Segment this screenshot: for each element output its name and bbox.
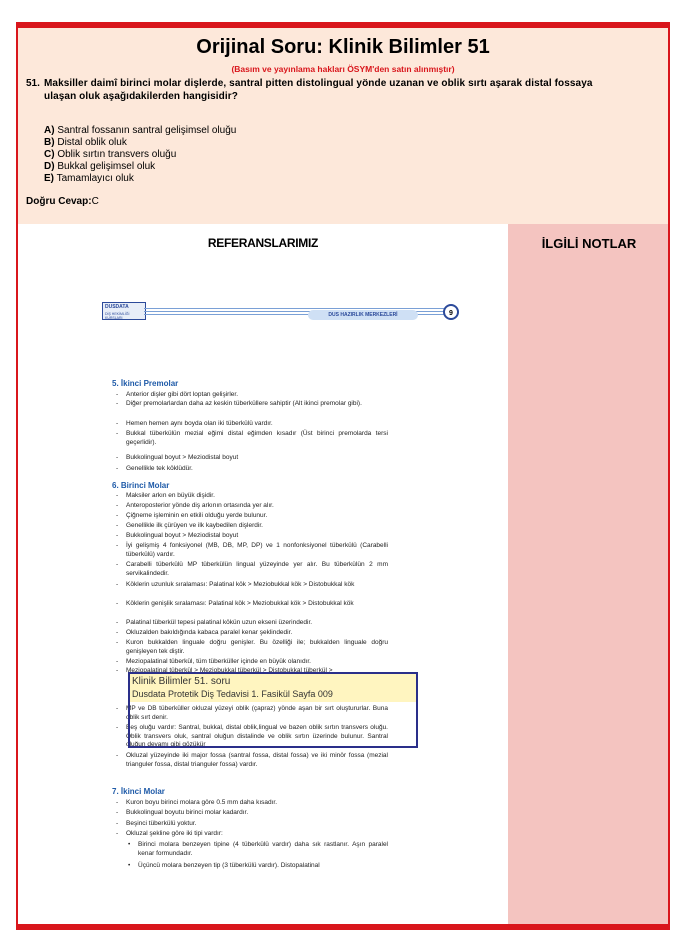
dusdata-logo bbox=[102, 302, 146, 320]
page-number: 9 bbox=[443, 304, 459, 320]
list-item: - Kuron boyu birinci molara göre 0.5 mm daha kısadır. bbox=[116, 799, 278, 806]
logo-subtext: DİŞ HEKİMLİĞİ KURSLARI bbox=[105, 312, 130, 320]
option-letter: D) bbox=[44, 161, 55, 172]
answer-label: Doğru Cevap: bbox=[26, 196, 92, 207]
list-item: - Kuron bukkalden linguale doğru genişler. Bu özelliği ile; bukkalden linguale doğru genişleyen tek diştir. bbox=[116, 639, 388, 655]
list-item: - Çiğneme işleminin en etkili olduğu yerde bulunur. bbox=[116, 512, 268, 519]
list-item: • Üçüncü molara benzeyen tip (3 tüberkülü vardır). Distopalatinal bbox=[128, 862, 320, 869]
list-item: - Bukkal tüberkülün mezial eğimi distal eğimden kısadır (Üst birinci premolarda tersi geçerlidir). bbox=[116, 430, 388, 446]
question-text: Maksiller daimî birinci molar dişlerde, santral pitten distolingual yönde uzanan ve oblik sırtı aşarak distal fossaya ulaşan oluk aşağıdakilerden hangisidir? bbox=[44, 78, 593, 102]
list-item: - Genellikle tek köklüdür. bbox=[116, 465, 193, 472]
list-item: • Birinci molara benzeyen tipine (4 tüberkülü vardır) daha sık rastlanır. Aşın paralel kenar formundadır. bbox=[128, 841, 388, 857]
logo-text: DUSDATA bbox=[105, 304, 129, 310]
list-item: - Bukkolingual boyut > Meziodistal boyut bbox=[116, 532, 239, 539]
list-item: - Anterior dişler gibi dört loptan gelişirler. bbox=[116, 391, 238, 398]
list-item: - MP ve DB tüberküller okluzal yüzeyi oblik (çapraz) yönde aşan bir sırt oluştururlar. Buna oblik sırt denir. bbox=[116, 705, 388, 721]
list-item: - Beşinci tüberkülü yoktur. bbox=[116, 820, 197, 827]
option-letter: A) bbox=[44, 125, 55, 136]
correct-answer bbox=[26, 196, 99, 207]
list-item: - Anteroposterior yönde diş arkının ortasında yer alır. bbox=[116, 502, 274, 509]
list-item: - Maksiler arkın en büyük dişidir. bbox=[116, 492, 215, 499]
option-text: Distal oblik oluk bbox=[57, 137, 127, 148]
list-item: - Beş oluğu vardır: Santral, bukkal, distal oblik,lingual ve bazen oblik sırtın transvers oluğu. Oblik transvers oluk, santral oluğun distalinde ve oblik sırtın üzerinde bulunur. Santral oluğun devamı gibi gözükür bbox=[116, 724, 388, 749]
header-badge: DUS HAZIRLIK MERKEZLERİ bbox=[308, 310, 418, 320]
option-e bbox=[44, 173, 134, 185]
list-item: - İyi gelişmiş 4 fonksiyonel (MB, DB, MP, DP) ve 1 nonfonksiyonel tüberkülü (Carabelli tüberkülü) vardır. bbox=[116, 542, 388, 558]
list-item: - Carabelli tüberkülü MP tüberkülün lingual yüzeyinde yer alır. Bu tüberkülün 2 mm servikalindedir. bbox=[116, 561, 388, 577]
copyright-note: (Basım ve yayınlama hakları ÖSYM'den satın alınmıştır) bbox=[231, 64, 455, 74]
list-item: - Meziopalatinal tüberkül > Meziobukkal tüberkül > Distobukkal tüberkül > bbox=[116, 667, 333, 674]
list-item: - Meziopalatinal tüberkül, tüm tüberküller içinde en büyük olanıdır. bbox=[116, 658, 311, 665]
list-item: - Okluzal yüzeyinde iki major fossa (santral fossa, distal fossa) ve iki minör fossa (mezial trianguler fossa, distal trianguler fossa) vardır. bbox=[116, 752, 388, 768]
option-text: Oblik sırtın transvers oluğu bbox=[57, 149, 177, 160]
list-item: - Köklerin genişlik sıralaması: Palatinal kök > Meziobukkal kök > Distobukkal kök bbox=[116, 600, 354, 607]
option-c bbox=[44, 149, 176, 161]
option-a bbox=[44, 125, 236, 137]
reference-document bbox=[18, 224, 508, 930]
option-letter: E) bbox=[44, 173, 54, 184]
option-letter: B) bbox=[44, 137, 55, 148]
list-item: - Okluzalden bakıldığında kabaca paralel kenar şeklindedir. bbox=[116, 629, 293, 636]
list-item: - Genellikle ilk çürüyen ve ilk kaybedilen dişlerdir. bbox=[116, 522, 263, 529]
question-title: Orijinal Soru: Klinik Bilimler 51 bbox=[196, 36, 490, 58]
question-panel bbox=[18, 28, 668, 224]
reference-highlight-box bbox=[116, 672, 418, 749]
list-item: - Köklerin uzunluk sıralaması: Palatinal kök > Meziobukkal kök > Distobukkal kök bbox=[116, 581, 355, 588]
question-number: 51. bbox=[26, 78, 40, 89]
section-heading: 6. Birinci Molar bbox=[112, 481, 170, 490]
option-text: Tamamlayıcı oluk bbox=[56, 173, 134, 184]
list-item: - Hemen hemen aynı boyda olan iki tüberkülü vardır. bbox=[116, 420, 273, 427]
option-text: Bukkal gelişimsel oluk bbox=[57, 161, 156, 172]
highlight-title: Klinik Bilimler 51. soru bbox=[132, 676, 231, 687]
option-text: Santral fossanın santral gelişimsel oluğu bbox=[57, 125, 237, 136]
list-item: - Okluzal şekline göre iki tipi vardır: bbox=[116, 830, 223, 837]
bottom-red-bar bbox=[18, 924, 668, 928]
page-frame bbox=[16, 22, 670, 930]
option-b bbox=[44, 137, 127, 149]
highlight-label bbox=[130, 674, 416, 702]
list-item: - Bukkolingual boyut > Meziodistal boyut bbox=[116, 454, 239, 461]
section-heading: 7. İkinci Molar bbox=[112, 787, 165, 796]
notes-title: İLGİLİ NOTLAR bbox=[541, 236, 637, 251]
option-letter: C) bbox=[44, 149, 55, 160]
related-notes-panel bbox=[508, 224, 670, 930]
option-d bbox=[44, 161, 155, 173]
list-item: - Bukkolingual boyutu birinci molar kadardır. bbox=[116, 809, 249, 816]
list-item: - Palatinal tüberkül tepesi palatinal kökün uzun ekseni üzerindedir. bbox=[116, 619, 313, 626]
answer-value: C bbox=[91, 196, 99, 207]
section-heading: 5. İkinci Premolar bbox=[112, 379, 179, 388]
highlight-source: Dusdata Protetik Diş Tedavisi 1. Fasikül Sayfa 009 bbox=[132, 689, 333, 699]
list-item: - Diğer premolarlardan daha az keskin tüberküllere sahiptir (Alt ikinci premolar gibi). bbox=[116, 400, 362, 407]
references-title: REFERANSLARIMIZ bbox=[207, 236, 319, 250]
